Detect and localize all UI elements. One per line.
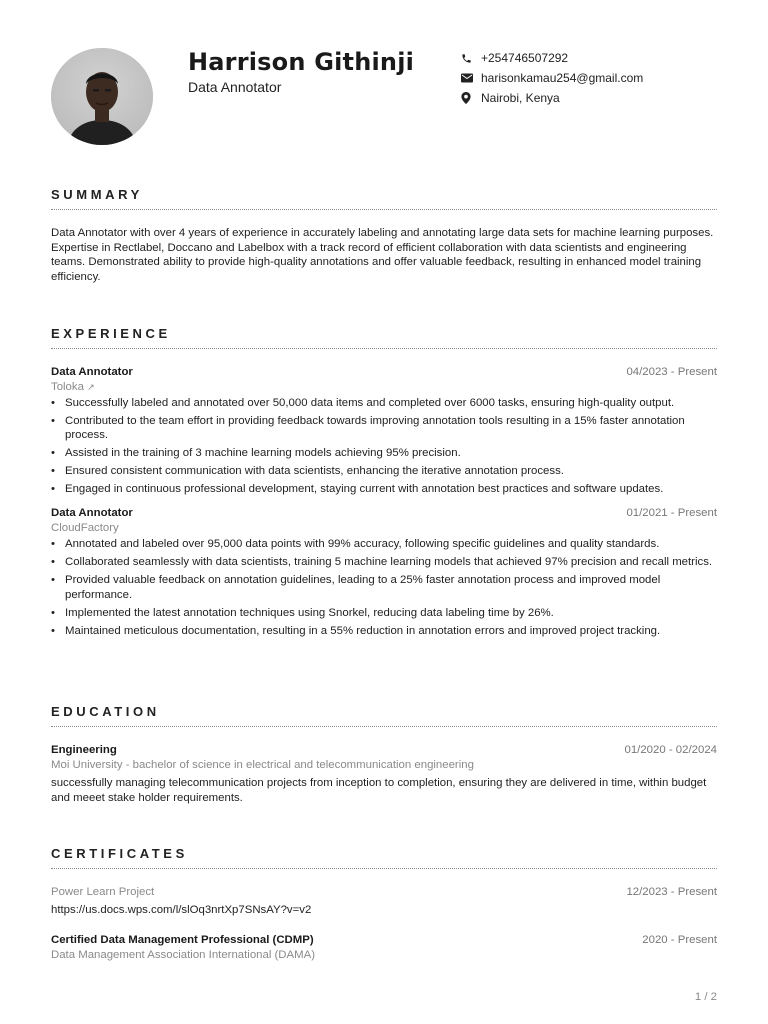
certificate-issuer: Data Management Association International (DAMA) xyxy=(51,948,316,961)
bullet-list xyxy=(51,537,717,637)
bullet-item: • Maintained meticulous documentation, resulting in a 55% reduction in annotation errors and improved project tracking. xyxy=(51,624,717,638)
external-link-icon: ↗ xyxy=(87,381,95,392)
certificate-link[interactable]: https://us.docs.wps.com/l/slOq3nrtXp7SNsAY?v=v2 xyxy=(51,903,312,916)
bullet-item: • Assisted in the training of 3 machine learning models achieving 95% precision. xyxy=(51,446,717,460)
entry-header xyxy=(51,885,717,900)
contact-email[interactable] xyxy=(461,68,643,88)
email-address: harisonkamau254@gmail.com xyxy=(481,71,644,85)
education-entry xyxy=(51,743,717,805)
education-heading: EDUCATION xyxy=(51,704,160,719)
education-section xyxy=(51,705,717,805)
entry-header xyxy=(51,743,717,758)
summary-text: Data Annotator with over 4 years of experience in accurately labeling and annotating large data sets for machine learning purposes. Expertise in Rectlabel, Doccano and Labelbox with a track record of efficient collaboration with data scientists and engineering teams. Demonstrated ability to provide high-quality annotations and offer valuable feedback, resulting in enhanced model training efficiency. xyxy=(51,227,714,283)
section-divider xyxy=(51,348,717,349)
contact-list xyxy=(461,48,643,108)
company-name: Toloka xyxy=(51,380,84,393)
experience-heading: EXPERIENCE xyxy=(51,326,171,341)
phone-number: +254746507292 xyxy=(481,51,569,65)
bullet-item: • Engaged in continuous professional development, staying current with annotation best practices and software updates. xyxy=(51,482,717,496)
contact-location xyxy=(461,88,643,108)
entry-date: 01/2021 - Present xyxy=(626,507,717,520)
entry-date: 04/2023 - Present xyxy=(626,366,717,378)
certificates-heading: CERTIFICATES xyxy=(51,846,188,861)
entry-title: Data Annotator xyxy=(51,507,133,520)
name-block xyxy=(188,48,414,95)
job-title: Data Annotator xyxy=(188,79,282,95)
location-text: Nairobi, Kenya xyxy=(481,91,560,105)
bullet-item: • Annotated and labeled over 95,000 data points with 99% accuracy, following specific guidelines and quality standards. xyxy=(51,537,717,551)
section-divider xyxy=(51,726,717,727)
envelope-icon xyxy=(461,73,481,83)
profile-photo xyxy=(51,48,153,145)
entry-date: 2020 - Present xyxy=(642,934,717,947)
bullet-item: • Contributed to the team effort in providing feedback towards improving annotation tools resulting in a 15% faster annotation process. xyxy=(51,414,717,442)
page-number: 1 / 2 xyxy=(694,991,717,1003)
entry-header xyxy=(51,365,717,380)
summary-section xyxy=(51,188,717,284)
entry-date: 12/2023 - Present xyxy=(626,886,717,898)
contact-phone[interactable] xyxy=(461,48,643,68)
certificate-name: Certified Data Management Professional (CDMP) xyxy=(51,934,314,947)
experience-entry xyxy=(51,506,717,637)
certificate-entry xyxy=(51,885,717,917)
bullet-item: • Implemented the latest annotation techniques using Snorkel, reducing data labeling time by 26%. xyxy=(51,606,717,620)
full-name: Harrison Githinji xyxy=(188,48,415,76)
bullet-item: • Ensured consistent communication with data scientists, enhancing the iterative annotation process. xyxy=(51,464,717,478)
school-name: Moi University - bachelor of science in electrical and telecommunication engineering xyxy=(51,758,474,771)
entry-title: Data Annotator xyxy=(51,366,133,378)
certificate-name: Power Learn Project xyxy=(51,886,155,898)
education-description: successfully managing telecommunication projects from inception to completion, ensuring they are delivered in time, within budget and meeet stake holder requirements. xyxy=(51,777,707,804)
experience-section xyxy=(51,327,717,642)
location-pin-icon xyxy=(461,92,481,104)
company-link[interactable] xyxy=(51,380,717,395)
section-divider xyxy=(51,209,717,210)
certificates-section xyxy=(51,847,717,962)
section-divider xyxy=(51,868,717,869)
company-name: CloudFactory xyxy=(51,521,119,534)
resume-header xyxy=(51,48,721,146)
entry-header xyxy=(51,933,717,948)
bullet-list xyxy=(51,396,717,496)
certificate-entry xyxy=(51,933,717,962)
degree: Engineering xyxy=(51,744,117,756)
phone-icon xyxy=(461,53,481,64)
bullet-item: • Collaborated seamlessly with data scientists, training 5 machine learning models that achieved 97% precision and recall metrics. xyxy=(51,555,717,569)
bullet-item: • Successfully labeled and annotated over 50,000 data items and completed over 6000 tasks, ensuring high-quality output. xyxy=(51,396,717,410)
entry-date: 01/2020 - 02/2024 xyxy=(624,744,717,756)
experience-entry xyxy=(51,365,717,496)
bullet-item: • Provided valuable feedback on annotation guidelines, leading to a 25% faster annotation process and improved model performance. xyxy=(51,573,717,601)
entry-header xyxy=(51,506,717,521)
summary-heading: SUMMARY xyxy=(51,187,143,202)
avatar-image xyxy=(51,48,153,145)
